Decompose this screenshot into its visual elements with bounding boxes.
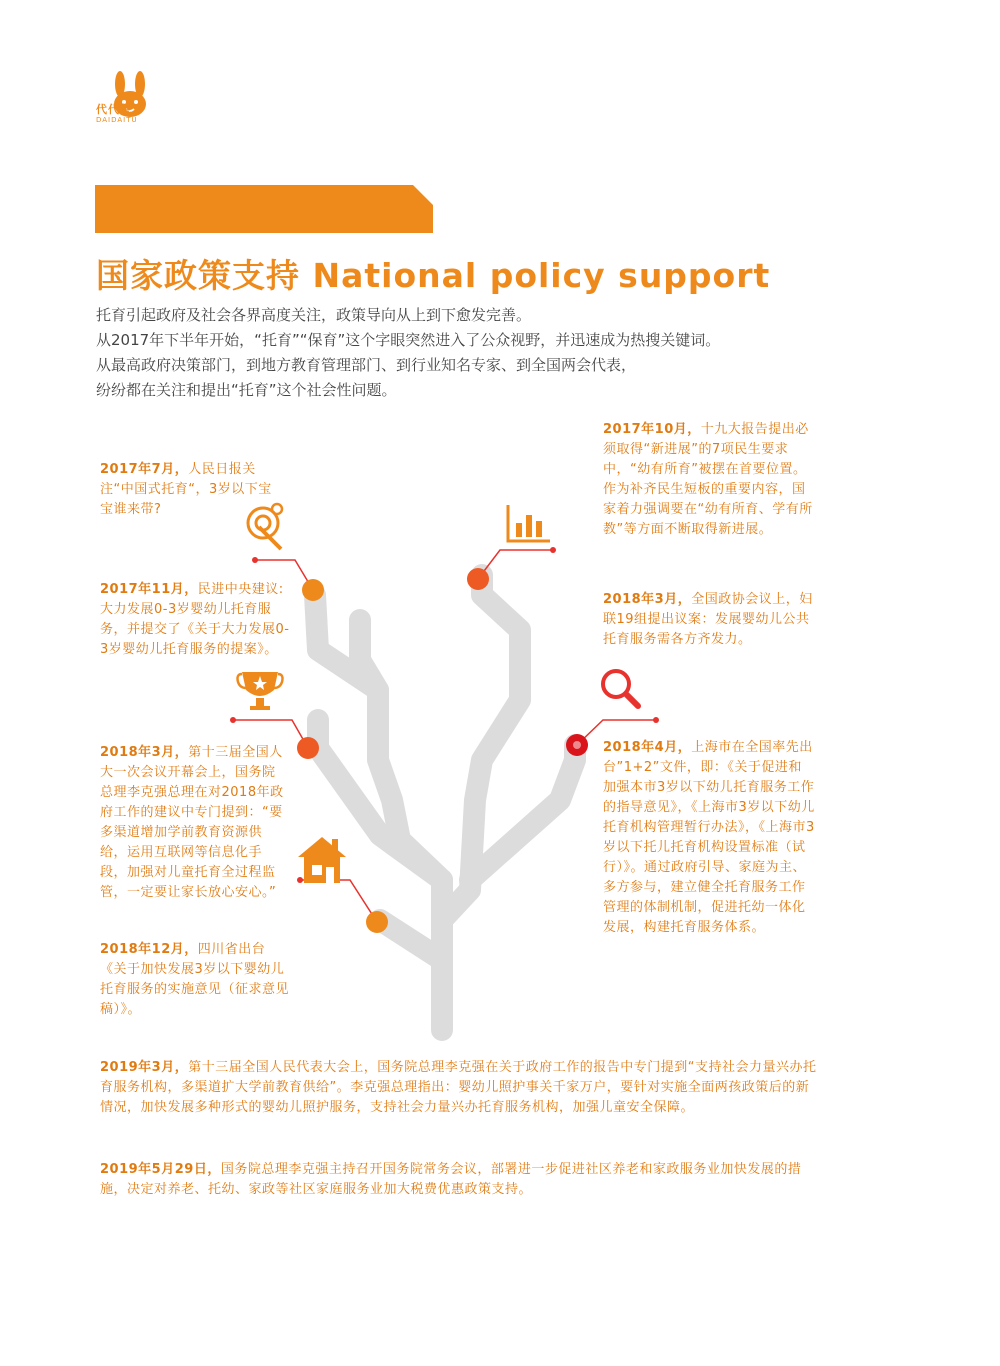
node-2018-03 [297,737,319,759]
magnifier-icon [603,671,638,706]
intro-line: 纷纷都在关注和提出“托育”这个社会性问题。 [96,381,397,399]
intro-line: 从2017年下半年开始，“托育”“保育”这个字眼突然进入了公众视野，并迅速成为热搜关键词。 [96,331,721,349]
event-date: 2018年3月， [100,745,189,760]
event-2017-11 [100,580,290,660]
event-date: 2017年7月， [100,462,189,477]
brand-sub: DAIDAITU [96,116,138,124]
event-text: 十九大报告提出必须取得“新进展”的7项民生要求中，“幼有所育”被摆在首要位置。作为补齐民生短板的重要内容，国家着力强调要在“幼有所育、学有所教”等方面不断取得新进展。 [603,422,813,537]
event-2018-03b [603,590,815,650]
intro-line: 从最高政府决策部门，到地方教育管理部门、到行业知名专家、到全国两会代表， [96,356,637,374]
brand-name: 代代兔 [96,103,132,116]
event-2017-10 [603,420,815,540]
node-2017-11 [302,579,324,601]
event-text: 民进中央建议:大力发展0-3岁婴幼儿托育服务，并提交了《关于大力发展0-3岁婴幼儿托育服务的提案》。 [100,582,290,657]
event-2018-12 [100,940,290,1020]
event-date: 2019年3月， [100,1060,189,1075]
event-text: 第十三届全国人民代表大会上，国务院总理李克强在关于政府工作的报告中专门提到“支持社会力量兴办托育服务机构，多渠道扩大学前教育供给”。李克强总理指出：婴幼儿照护事关千家万户，要针对实施全面两孩政策后的新情况，加快发展多种形式的婴幼儿照护服务，支持社会力量兴办托育服务机构，加强儿童安全保障。 [100,1060,817,1115]
event-date: 2018年3月， [603,592,692,607]
node-2018-12 [366,911,388,933]
event-text: 上海市在全国率先出台”1+2”文件，即：《关于促进和加强本市3岁以下幼儿托育服务工作的指导意见》，《上海市3岁以下幼儿托育机构管理暂行办法》，《上海市3岁以下托儿托育机构设置标准（试行）》。通过政府引导、家庭为主、多方参与，建立健全托育服务工作管理的体制机制，促进托幼一体化发展，构建托育服务体系。 [603,740,815,935]
event-date: 2018年4月， [603,740,692,755]
event-text: 全国政协会议上，妇联19组提出议案：发展婴幼儿公共托育服务需各方齐发力。 [603,592,813,647]
event-2017-07 [100,460,285,520]
event-2018-03a [100,743,285,903]
event-2019-03 [100,1058,820,1118]
node-2017-10 [467,568,489,590]
event-date: 2017年10月， [603,422,701,437]
event-text: 第十三届全国人大一次会议开幕会上，国务院总理李克强总理在对2018年政府工作的建议中专门提到：“要多渠道增加学前教育资源供给，运用互联网等信息化手段，加强对儿童托育全过程监管，一定要让家长放心安心。” [100,745,284,900]
event-date: 2017年11月， [100,582,198,597]
bar-chart-icon [508,505,550,541]
trophy-icon [238,672,283,710]
intro-line: 托育引起政府及社会各界高度关注，政策导向从上到下愈发完善。 [96,306,532,324]
event-date: 2018年12月， [100,942,198,957]
event-text: 四川省出台《关于加快发展3岁以下婴幼儿托育服务的实施意见（征求意见稿）》。 [100,942,290,1017]
event-text: 人民日报关注“中国式托育“，3岁以下宝宝谁来带? [100,462,272,517]
page-title: 国家政策支持 National policy support [96,256,771,295]
event-text: 国务院总理李克强主持召开国务院常务会议，部署进一步促进社区养老和家政服务业加快发展的措施，决定对养老、托幼、家政等社区家庭服务业加大税费优惠政策支持。 [100,1162,802,1197]
event-2018-04 [603,738,815,938]
event-2019-05 [100,1160,820,1200]
house-icon [298,837,346,883]
event-date: 2019年5月29日， [100,1162,221,1177]
